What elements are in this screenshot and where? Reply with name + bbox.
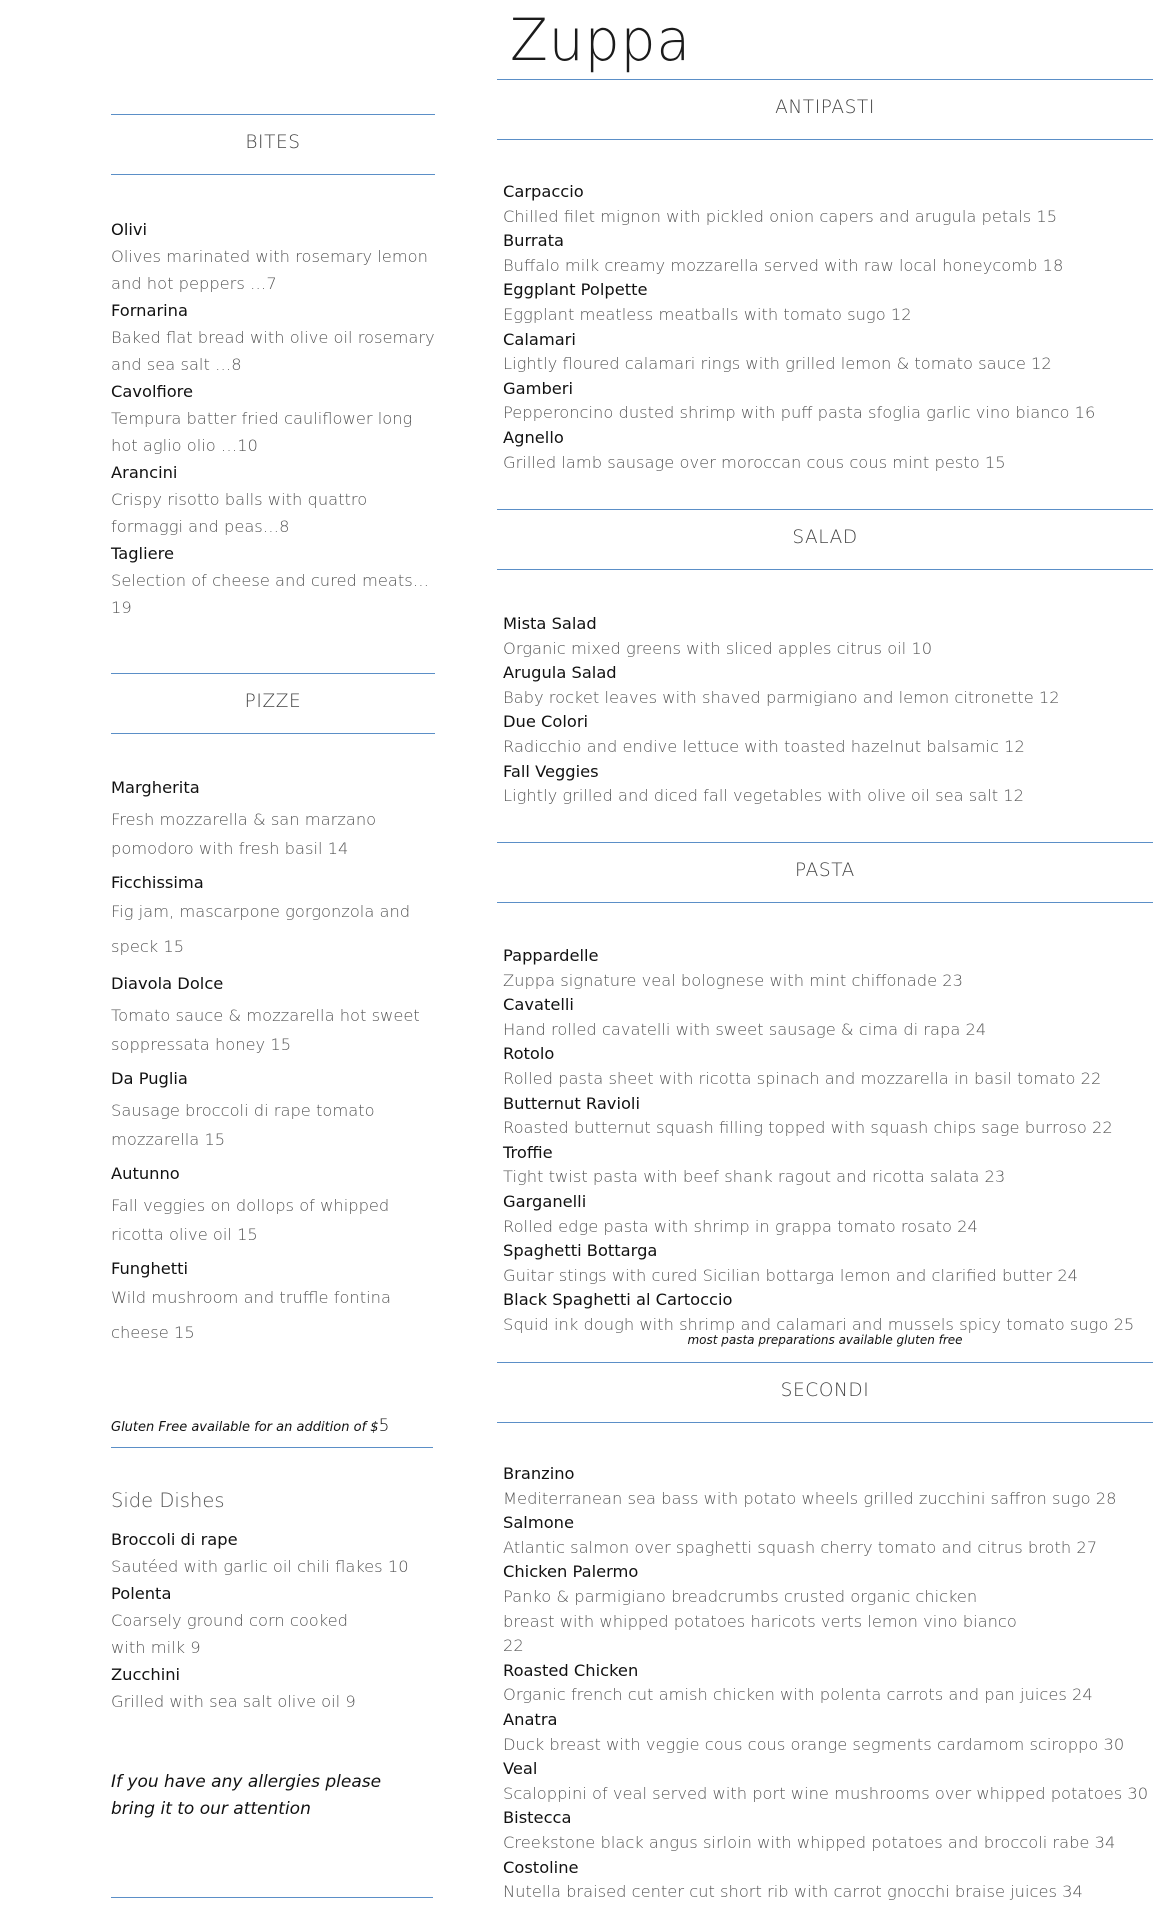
menu-item [503,1856,1153,1905]
allergy-note: If you have any allergies please bring it to our attention [111,1772,382,1819]
item-desc: Roasted butternut squash filling topped with squash chips sage burroso 22 [503,1118,1113,1138]
pizze-header [111,673,435,734]
item-name: Pappardelle [503,946,599,965]
menu-item [503,377,1153,426]
item-name: Zucchini [111,1665,181,1684]
item-desc: Buffalo milk creamy mozzarella served with raw local honeycomb 18 [503,255,1064,275]
item-desc: Tempura batter fried cauliflower long hot aglio olio …10 [111,409,413,455]
menu-item [503,328,1153,377]
item-desc: Atlantic salmon over spaghetti squash cherry tomato and citrus broth 27 [503,1537,1098,1557]
item-desc: Rolled edge pasta with shrimp in grappa tomato rosato 24 [503,1216,978,1236]
item-desc: Coarsely ground corn cooked with milk 9 [111,1611,348,1657]
side-dishes-heading: Side Dishes [111,1489,225,1512]
menu-item [111,776,435,863]
item-desc: Duck breast with veggie cous cous orange segments cardamom sciroppo 30 [503,1734,1125,1754]
menu-item [503,1560,1153,1658]
menu-item [503,180,1153,229]
pasta-gluten-free-note: most pasta preparations available gluten free [687,1333,963,1347]
item-name: Ficchissima [111,873,204,892]
menu-item [503,1757,1153,1806]
menu-item [503,278,1153,327]
menu-item [111,1162,435,1249]
antipasti-list [503,180,1153,475]
item-name: Chicken Palermo [503,1562,639,1582]
item-desc: Squid ink dough with shrimp and calamari and mussels spicy tomato sugo 25 [503,1314,1135,1334]
item-desc: Mediterranean sea bass with potato wheels grilled zucchini saffron sugo 28 [503,1488,1117,1508]
menu-item [503,229,1153,278]
item-desc: Panko & parmigiano breadcrumbs crusted organic chicken breast with whipped potatoes haricots verts lemon vino bianco 22 [503,1586,1017,1656]
menu-item [111,297,435,378]
item-name: Butternut Ravioli [503,1093,640,1113]
item-desc: Radicchio and endive lettuce with toasted hazelnut balsamic 12 [503,736,1025,756]
menu-item [503,1708,1153,1757]
secondi-header [497,1362,1153,1423]
secondi-list [503,1462,1153,1905]
menu-item [503,1511,1153,1560]
menu-item [111,1526,435,1580]
item-desc: Organic mixed greens with sliced apples citrus oil 10 [503,638,933,658]
item-desc: Fig jam, mascarpone gorgonzola and speck 15 [111,902,411,956]
item-name: Diavola Dolce [111,974,224,993]
item-desc: Pepperoncino dusted shrimp with puff pasta sfoglia garlic vino bianco 16 [503,403,1096,423]
item-name: Spaghetti Bottarga [503,1241,658,1261]
antipasti-header [497,79,1153,140]
gluten-free-note-text: Gluten Free available for an addition of $ [111,1420,379,1435]
item-desc: Scaloppini of veal served with port wine mushrooms over whipped potatoes 30 [503,1783,1149,1803]
item-name: Bistecca [503,1808,572,1828]
bites-list [111,216,435,621]
side-dishes-list [111,1526,435,1715]
restaurant-title: Zuppa [510,6,692,74]
menu-item [503,1806,1153,1855]
menu-item [111,216,435,297]
item-desc: Selection of cheese and cured meats…19 [111,571,429,617]
item-desc: Wild mushroom and truffle fontina cheese 15 [111,1288,391,1342]
item-name: Veal [503,1759,538,1779]
item-name: Salmone [503,1513,574,1533]
item-name: Mista Salad [503,614,597,633]
item-desc: Creekstone black angus sirloin with whipped potatoes and broccoli rabe 34 [503,1832,1116,1852]
item-name: Arugula Salad [503,663,617,683]
item-name: Arancini [111,463,178,482]
divider [111,1447,433,1448]
menu-item [111,540,435,621]
menu-item [503,661,1153,710]
item-desc: Eggplant meatless meatballs with tomato sugo 12 [503,304,912,324]
menu-item [111,972,435,1059]
item-name: Agnello [503,427,564,447]
salad-header [497,509,1153,570]
item-name: Anatra [503,1709,558,1729]
menu-item [503,1141,1153,1190]
item-desc: Crispy risotto balls with quattro formaggi and peas…8 [111,490,368,536]
item-desc: Guitar stings with cured Sicilian bottarga lemon and clarified butter 24 [503,1265,1079,1285]
gluten-free-note-price: 5 [378,1416,390,1436]
menu-item [111,1257,435,1350]
menu-item [111,871,435,964]
menu-item [503,612,1153,661]
item-desc: Lightly grilled and diced fall vegetables with olive oil sea salt 12 [503,786,1025,806]
item-name: Carpaccio [503,182,584,201]
menu-item [503,1288,1153,1337]
item-desc: Grilled with sea salt olive oil 9 [111,1692,356,1711]
item-name: Troffie [503,1142,553,1162]
item-desc: Organic french cut amish chicken with polenta carrots and pan juices 24 [503,1685,1093,1705]
item-desc: Grilled lamb sausage over moroccan cous cous mint pesto 15 [503,452,1006,472]
salad-heading: SALAD [792,527,858,548]
item-name: Black Spaghetti al Cartoccio [503,1290,733,1310]
item-desc: Sautéed with garlic oil chili flakes 10 [111,1557,409,1576]
item-name: Cavolfiore [111,382,194,401]
menu-item [503,944,1153,993]
item-desc: Sausage broccoli di rape tomato mozzarella 15 [111,1101,375,1149]
menu-item [503,1092,1153,1141]
menu-item [111,1580,435,1661]
secondi-heading: SECONDI [780,1380,870,1401]
item-desc: Tomato sauce & mozzarella hot sweet soppressata honey 15 [111,1006,420,1054]
item-name: Branzino [503,1464,575,1483]
menu-item [503,1659,1153,1708]
menu-item [503,993,1153,1042]
item-name: Fall Veggies [503,761,599,781]
item-desc: Nutella braised center cut short rib with carrot gnocchi braise juices 34 [503,1882,1083,1902]
gluten-free-note [111,1416,389,1436]
item-name: Da Puglia [111,1069,188,1088]
salad-list [503,612,1153,809]
item-desc: Hand rolled cavatelli with sweet sausage & cima di rapa 24 [503,1019,987,1039]
menu-item [503,426,1153,475]
menu-item [503,1462,1153,1511]
item-name: Roasted Chicken [503,1660,639,1680]
left-column [111,0,435,1920]
item-desc: Rolled pasta sheet with ricotta spinach and mozzarella in basil tomato 22 [503,1068,1102,1088]
item-name: Polenta [111,1584,172,1603]
item-name: Calamari [503,329,576,349]
item-desc: Chilled filet mignon with pickled onion capers and arugula petals 15 [503,206,1058,226]
menu-item [111,1661,435,1715]
item-desc: Zuppa signature veal bolognese with mint chiffonade 23 [503,970,963,990]
item-desc: Lightly floured calamari rings with grilled lemon & tomato sauce 12 [503,354,1052,374]
item-desc: Baked flat bread with olive oil rosemary and sea salt …8 [111,328,435,374]
item-name: Funghetti [111,1259,189,1278]
pasta-heading: PASTA [795,860,855,881]
divider [111,1897,433,1898]
item-name: Fornarina [111,301,188,320]
pizze-list [111,776,435,1350]
antipasti-heading: ANTIPASTI [775,97,875,118]
menu-item [503,760,1153,809]
item-name: Olivi [111,220,148,239]
pasta-list [503,944,1153,1338]
item-name: Costoline [503,1857,579,1877]
item-desc: Fall veggies on dollops of whipped ricotta olive oil 15 [111,1196,390,1244]
item-name: Rotolo [503,1044,555,1064]
item-name: Eggplant Polpette [503,280,648,300]
item-name: Garganelli [503,1191,587,1211]
bites-heading: BITES [245,132,301,153]
menu-item [111,1067,435,1154]
menu-item [111,459,435,540]
pizze-heading: PIZZE [244,691,302,712]
item-name: Gamberi [503,378,574,398]
menu-item [503,1239,1153,1288]
item-name: Tagliere [111,544,174,563]
item-name: Cavatelli [503,995,574,1015]
item-name: Burrata [503,231,564,251]
menu-item [503,1042,1153,1091]
menu-item [503,710,1153,759]
item-name: Broccoli di rape [111,1530,238,1549]
menu-item [111,378,435,459]
item-desc: Fresh mozzarella & san marzano pomodoro with fresh basil 14 [111,810,377,858]
item-desc: Tight twist pasta with beef shank ragout and ricotta salata 23 [503,1167,1006,1187]
item-name: Due Colori [503,712,589,732]
item-desc: Olives marinated with rosemary lemon and hot peppers …7 [111,247,428,293]
right-column [497,0,1153,1920]
pasta-header [497,842,1153,903]
bites-header [111,114,435,175]
menu-item [503,1190,1153,1239]
item-desc: Baby rocket leaves with shaved parmigiano and lemon citronette 12 [503,687,1060,707]
item-name: Margherita [111,778,200,797]
item-name: Autunno [111,1164,180,1183]
